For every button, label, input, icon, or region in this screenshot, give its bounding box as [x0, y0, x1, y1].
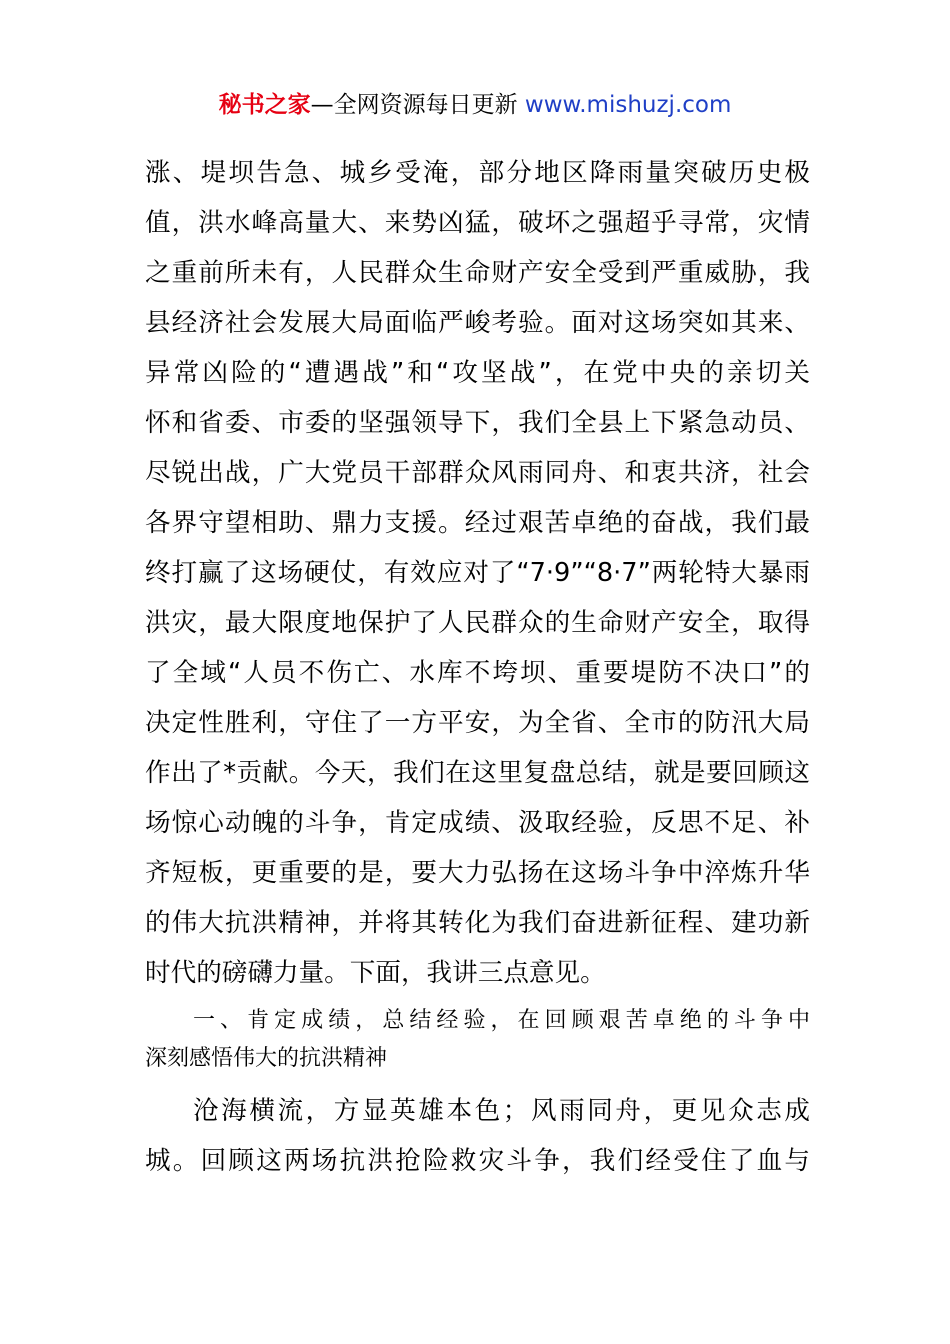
site-url-link[interactable]: www.mishuzj.com — [524, 92, 732, 118]
text-line: 涨、堤坝告急、城乡受淹，部分地区降雨量突破历史极 — [145, 158, 810, 188]
text-line: 齐短板，更重要的是，要大力弘扬在这场斗争中淬炼升华 — [145, 858, 810, 888]
site-tagline: —全网资源每日更新 — [310, 92, 525, 118]
heading-line: 一、肯定成绩，总结经验，在回顾艰苦卓绝的斗争中 — [193, 1008, 810, 1033]
text-line: 城。回顾这两场抗洪抢险救灾斗争，我们经受住了血与 — [145, 1146, 810, 1176]
document-body — [145, 148, 810, 1186]
text-line: 沧海横流，方显英雄本色；风雨同舟，更见众志成 — [193, 1096, 810, 1126]
text-line: 作出了*贡献。今天，我们在这里复盘总结，就是要回顾这 — [145, 758, 810, 788]
text-line: 时代的磅礴力量。下面，我讲三点意见。 — [145, 958, 606, 988]
section-heading — [145, 1002, 810, 1078]
text-line: 场惊心动魄的斗争，肯定成绩、汲取经验，反思不足、补 — [145, 808, 810, 838]
text-line: 异常凶险的“遭遇战”和“攻坚战”，在党中央的亲切关 — [145, 358, 810, 388]
text-line: 洪灾，最大限度地保护了人民群众的生命财产安全，取得 — [145, 608, 810, 638]
text-line: 了全域“人员不伤亡、水库不垮坝、重要堤防不决口”的 — [145, 658, 810, 688]
text-line: 决定性胜利，守住了一方平安，为全省、全市的防汛大局 — [145, 708, 810, 738]
heading-line: 深刻感悟伟大的抗洪精神 — [145, 1046, 388, 1071]
paragraph-intro — [145, 148, 810, 998]
text-line: 县经济社会发展大局面临严峻考验。面对这场突如其来、 — [145, 308, 810, 338]
text-line: 尽锐出战，广大党员干部群众风雨同舟、和衷共济，社会 — [145, 458, 810, 488]
text-line: 的伟大抗洪精神，并将其转化为我们奋进新征程、建功新 — [145, 908, 810, 938]
text-line: 值，洪水峰高量大、来势凶猛，破坏之强超乎寻常，灾情 — [145, 208, 810, 238]
site-header — [0, 88, 950, 122]
site-brand: 秘书之家 — [218, 92, 311, 118]
text-line: 终打赢了这场硬仗，有效应对了“7·9”“8·7”两轮特大暴雨 — [145, 558, 810, 588]
text-line: 怀和省委、市委的坚强领导下，我们全县上下紧急动员、 — [145, 408, 810, 438]
paragraph-section-one — [145, 1086, 810, 1186]
text-line: 之重前所未有，人民群众生命财产安全受到严重威胁，我 — [145, 258, 810, 288]
text-line: 各界守望相助、鼎力支援。经过艰苦卓绝的奋战，我们最 — [145, 508, 810, 538]
